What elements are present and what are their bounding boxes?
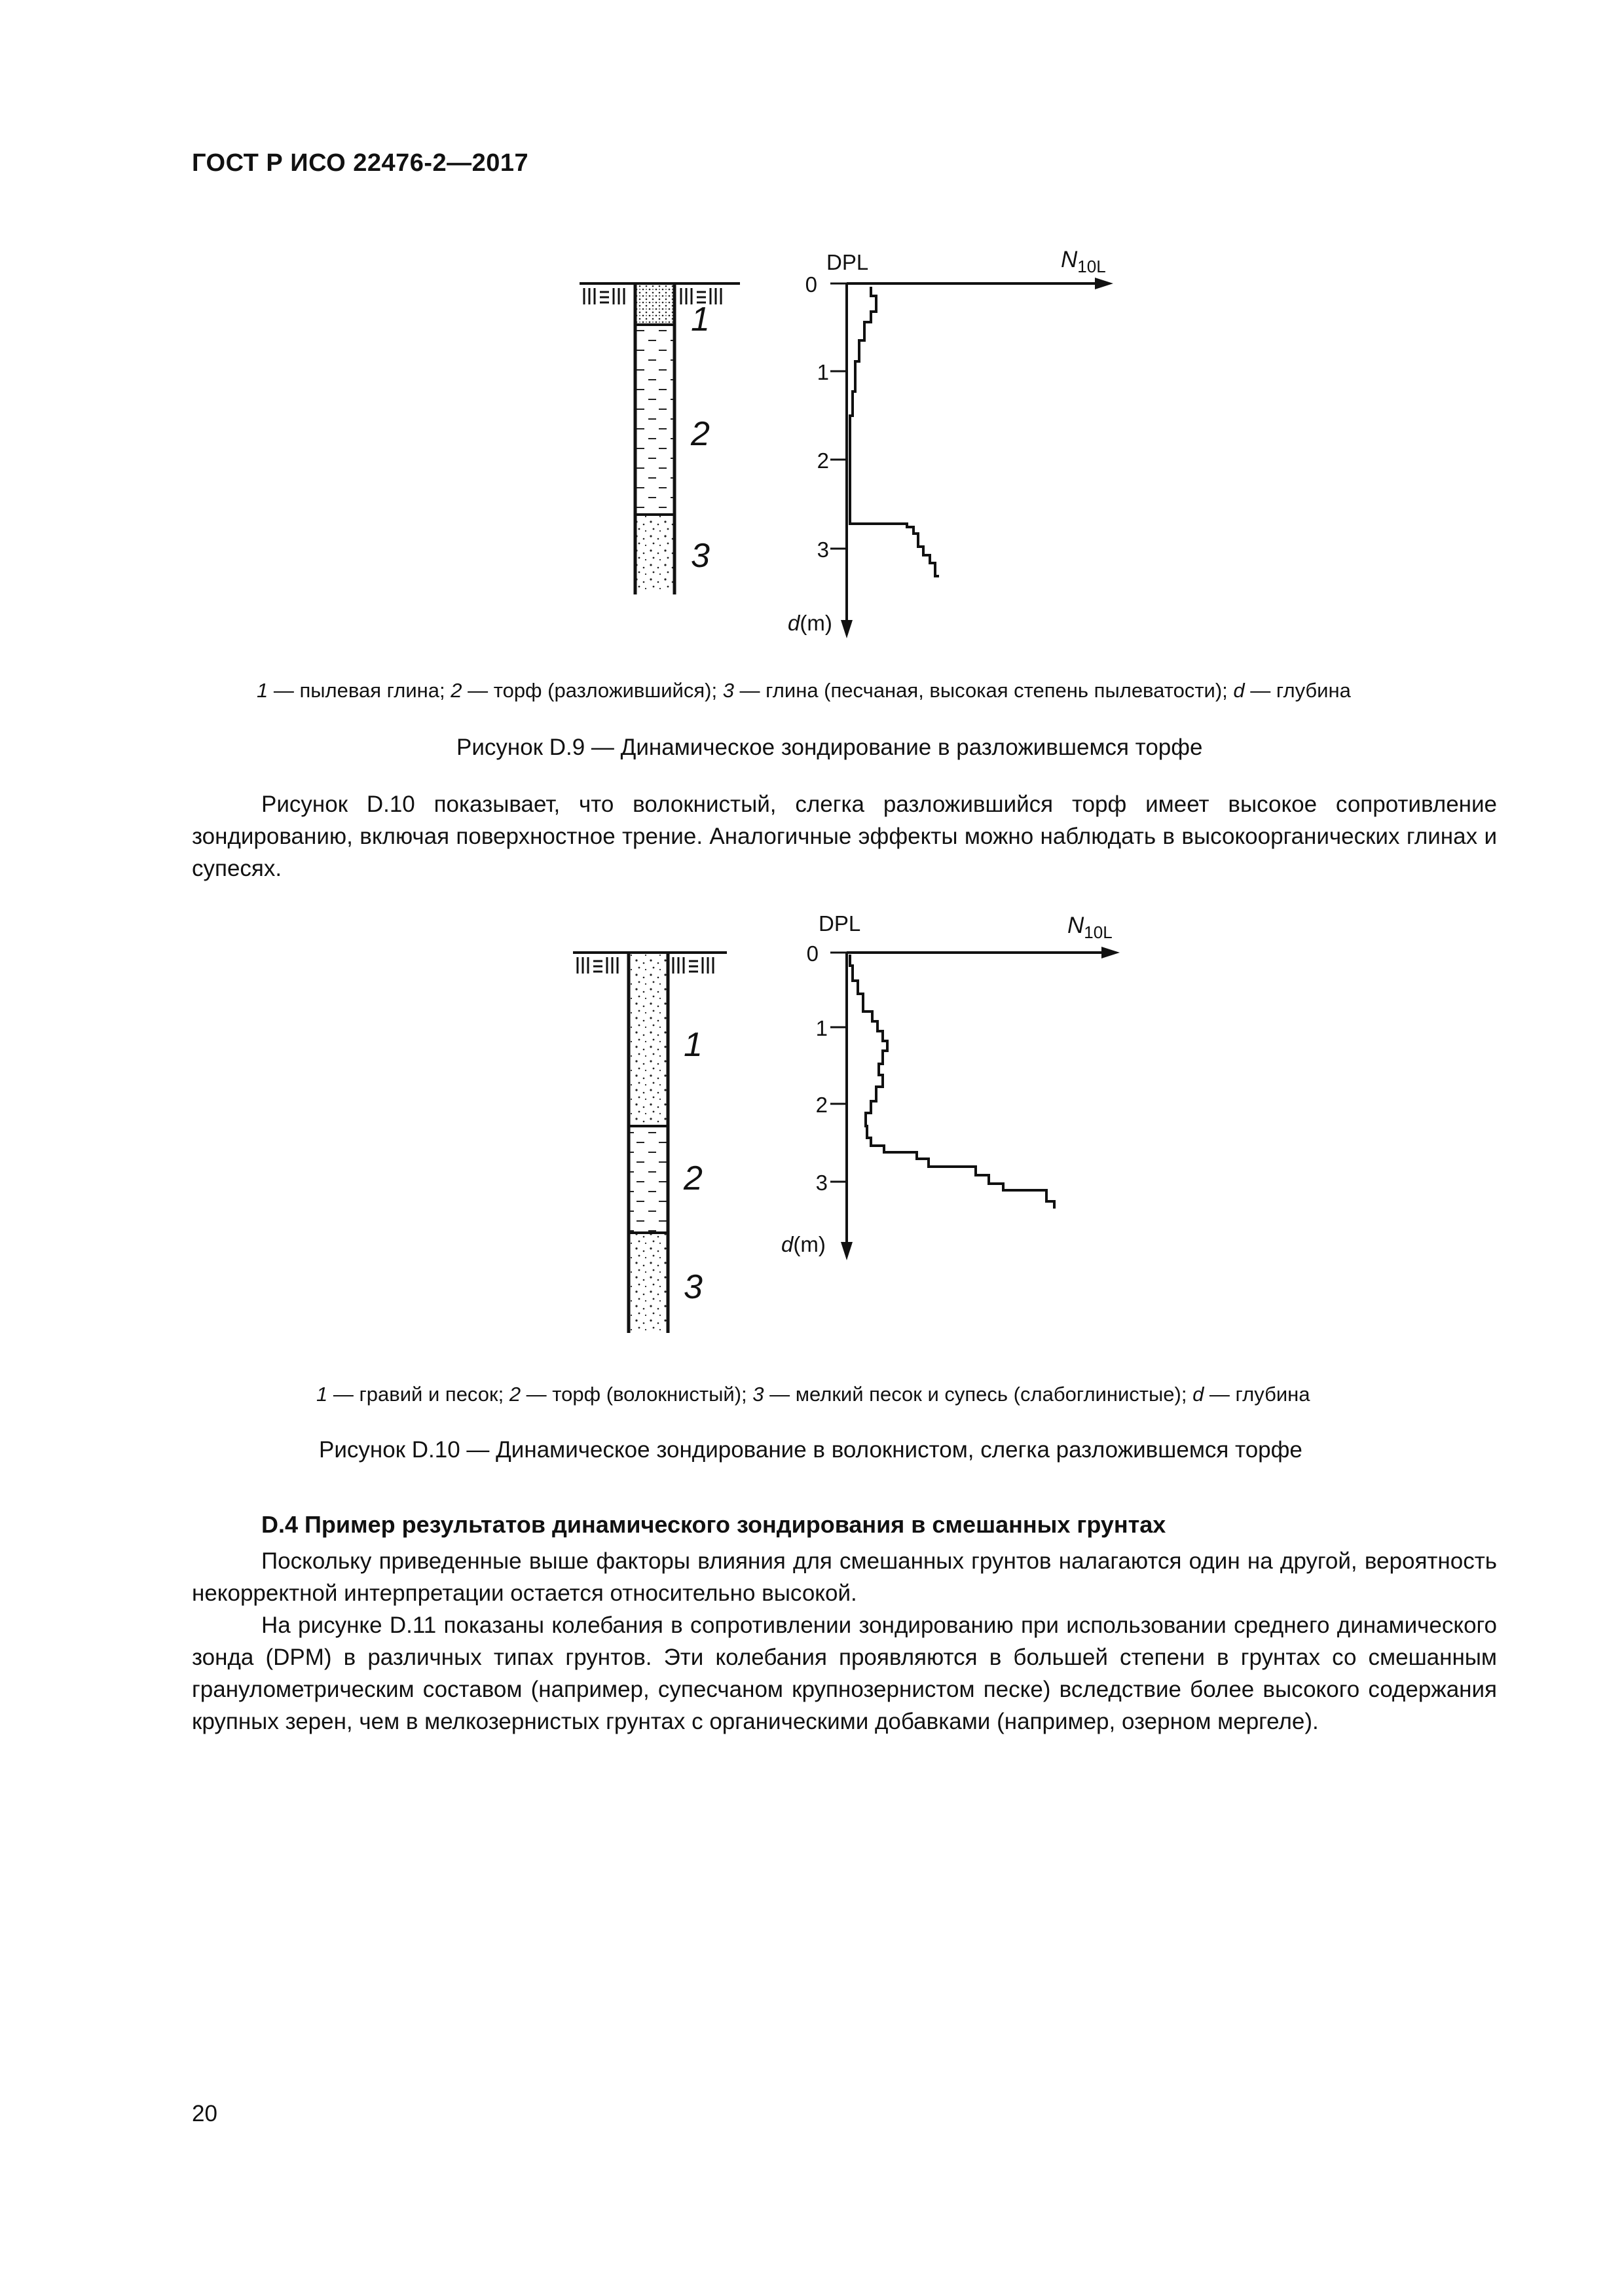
paragraph-2: На рисунке D.11 показаны колебания в сопротивлении зондированию при использовании среднего динамического зонда (DPM) в различных типах грунтов. Эти колебания проявляются в большей степени в грунтах со смешанным гранулометрическим составом (например, супесчаном крупнозернистом песке) вследствие более высокого содержания крупных зерен, чем в мелкозернистых грунтах с органическими добавками (например, озерном мергеле). xyxy=(192,1613,1497,1734)
depth-tick-0: 0 xyxy=(806,941,819,966)
probe-label: DPL xyxy=(826,250,869,274)
layer-1-fill xyxy=(635,285,674,325)
depth-tick-2: 2 xyxy=(815,1093,828,1117)
dpl-profile-line xyxy=(850,287,939,576)
depth-tick-1: 1 xyxy=(817,360,829,384)
blows-axis-label: N10L xyxy=(1061,247,1106,276)
layer-number-3: 3 xyxy=(684,1268,703,1306)
depth-axis-label: d(m) xyxy=(781,1232,826,1256)
document-header: ГОСТ Р ИСО 22476-2—2017 xyxy=(192,149,529,177)
figure-d9-legend: 1 — пылевая глина; 2 — торф (разложившийся); 3 — глина (песчаная, высокая степень пылеватости); d — глубина xyxy=(257,679,1351,702)
layer-2-fill xyxy=(629,1126,668,1233)
figure-d10-legend: 1 — гравий и песок; 2 — торф (волокнистый); 3 — мелкий песок и супесь (слабоглинистые); d — глубина xyxy=(316,1383,1310,1406)
body-text xyxy=(192,1545,1497,1738)
probe-label: DPL xyxy=(819,911,861,936)
figure-d10 xyxy=(0,655,1624,1375)
depth-axis-label: d(m) xyxy=(788,611,832,635)
depth-tick-2: 2 xyxy=(817,448,829,473)
layer-number-2: 2 xyxy=(684,1159,703,1197)
layer-number-2: 2 xyxy=(691,415,710,453)
dpl-profile-line xyxy=(850,955,1054,1209)
section-heading: D.4 Пример результатов динамического зондирования в смешанных грунтах xyxy=(261,1511,1166,1538)
depth-tick-3: 3 xyxy=(817,538,829,562)
layer-number-1: 1 xyxy=(684,1026,703,1064)
layer-number-1: 1 xyxy=(691,301,710,338)
layer-1-fill xyxy=(629,955,668,1126)
depth-tick-3: 3 xyxy=(815,1171,828,1195)
depth-tick-1: 1 xyxy=(815,1016,828,1040)
figure-d9-caption: Рисунок D.9 — Динамическое зондирование в разложившемся торфе xyxy=(456,735,1203,760)
figure-d9 xyxy=(0,0,1624,655)
paragraph-d10: Рисунок D.10 показывает, что волокнистый, слегка разложившийся торф имеет высокое сопротивление зондированию, включая поверхностное трение. Аналогичные эффекты можно наблюдать в высокоорганических глинах и супесях. xyxy=(192,792,1497,881)
dpl-axes xyxy=(830,278,1113,638)
layer-number-3: 3 xyxy=(691,537,710,575)
borehole-column xyxy=(635,283,674,594)
layer-3-fill xyxy=(629,1233,668,1331)
borehole-column xyxy=(629,953,668,1333)
dpl-axes xyxy=(830,947,1120,1260)
layer-3-fill xyxy=(635,515,674,592)
depth-tick-0: 0 xyxy=(805,272,817,297)
paragraph-1: Поскольку приведенные выше факторы влияния для смешанных грунтов налагаются один на другой, вероятность некорректной интерпретации остается относительно высокой. xyxy=(192,1548,1497,1606)
figure-d10-caption: Рисунок D.10 — Динамическое зондирование в волокнистом, слегка разложившемся торфе xyxy=(319,1437,1302,1463)
blows-axis-label: N10L xyxy=(1067,913,1113,942)
layer-2-fill xyxy=(635,325,674,515)
page-number: 20 xyxy=(192,2101,217,2126)
